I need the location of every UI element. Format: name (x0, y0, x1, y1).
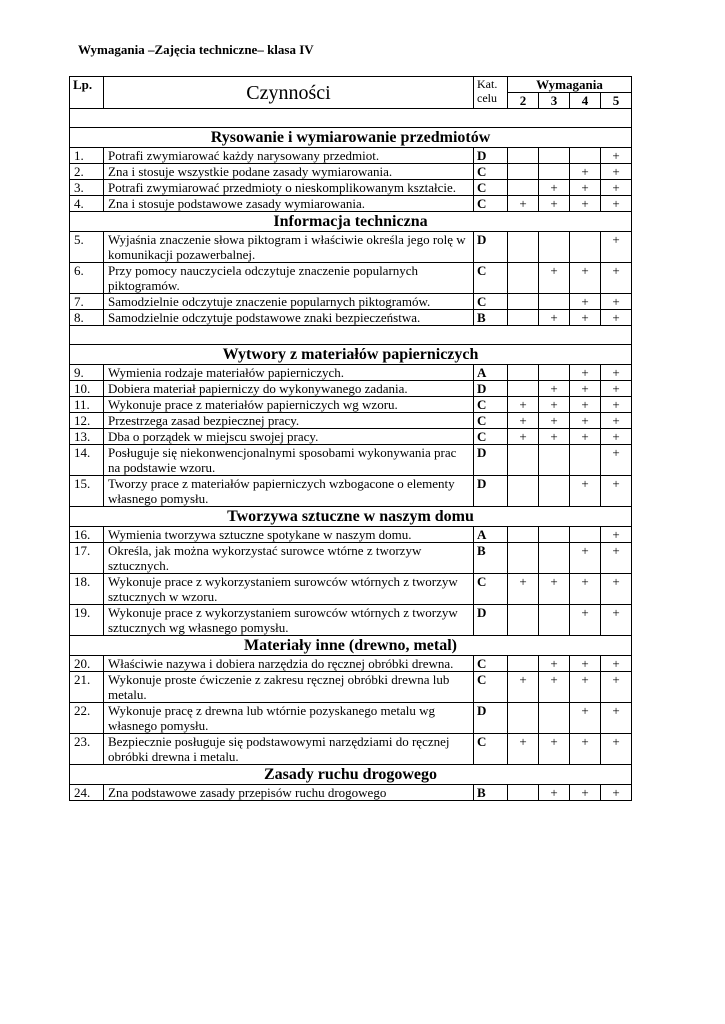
section-row (70, 212, 632, 232)
row-number: 16. (70, 527, 104, 543)
row-requirement-mark: + (570, 605, 601, 636)
section-row (70, 128, 632, 148)
row-requirement-mark: + (570, 397, 601, 413)
row-activity: Wymienia tworzywa sztuczne spotykane w naszym domu. (104, 527, 474, 543)
row-category: D (474, 703, 508, 734)
row-requirement-mark (539, 365, 570, 381)
row-requirement-mark: + (601, 180, 632, 196)
section-row (70, 507, 632, 527)
row-number: 2. (70, 164, 104, 180)
row-requirement-mark (508, 703, 539, 734)
row-requirement-mark: + (601, 164, 632, 180)
row-requirement-mark: + (601, 263, 632, 294)
row-category: C (474, 656, 508, 672)
table-row (70, 381, 632, 397)
row-category: C (474, 413, 508, 429)
row-requirement-mark (508, 365, 539, 381)
row-activity: Potrafi zwymiarować przedmioty o nieskomplikowanym kształcie. (104, 180, 474, 196)
row-requirement-mark: + (601, 413, 632, 429)
row-requirement-mark: + (539, 196, 570, 212)
row-requirement-mark: + (539, 734, 570, 765)
row-requirement-mark: + (570, 429, 601, 445)
row-requirement-mark: + (601, 294, 632, 310)
row-category: B (474, 310, 508, 326)
row-requirement-mark: + (601, 476, 632, 507)
row-activity: Samodzielnie odczytuje znaczenie popularnych piktogramów. (104, 294, 474, 310)
row-requirement-mark (570, 232, 601, 263)
table-row (70, 310, 632, 326)
row-requirement-mark: + (601, 148, 632, 164)
section-row (70, 765, 632, 785)
row-requirement-mark (508, 294, 539, 310)
row-category: C (474, 429, 508, 445)
row-requirement-mark: + (601, 397, 632, 413)
table-row (70, 543, 632, 574)
row-activity: Wykonuje pracę z drewna lub wtórnie pozyskanego metalu wg własnego pomysłu. (104, 703, 474, 734)
row-category: C (474, 734, 508, 765)
row-activity: Wykonuje prace z wykorzystaniem surowców wtórnych z tworzyw sztucznych w wzoru. (104, 574, 474, 605)
row-requirement-mark: + (601, 543, 632, 574)
row-activity: Przestrzega zasad bezpiecznej pracy. (104, 413, 474, 429)
row-activity: Tworzy prace z materiałów papierniczych wzbogacone o elementy własnego pomysłu. (104, 476, 474, 507)
section-title: Wytwory z materiałów papierniczych (70, 345, 632, 365)
row-requirement-mark (508, 476, 539, 507)
row-number: 10. (70, 381, 104, 397)
row-category: A (474, 365, 508, 381)
row-category: C (474, 180, 508, 196)
row-category: C (474, 672, 508, 703)
row-requirement-mark: + (508, 397, 539, 413)
table-row (70, 734, 632, 765)
row-activity: Wymienia rodzaje materiałów papierniczych. (104, 365, 474, 381)
section-title: Informacja techniczna (70, 212, 632, 232)
row-requirement-mark (539, 703, 570, 734)
table-row (70, 232, 632, 263)
row-category: C (474, 294, 508, 310)
row-requirement-mark (508, 445, 539, 476)
row-number: 9. (70, 365, 104, 381)
row-number: 6. (70, 263, 104, 294)
table-row (70, 476, 632, 507)
header-wymagania: Wymagania (508, 77, 632, 93)
row-category: D (474, 232, 508, 263)
row-requirement-mark: + (601, 310, 632, 326)
table-row (70, 263, 632, 294)
row-number: 21. (70, 672, 104, 703)
row-requirement-mark: + (570, 476, 601, 507)
row-requirement-mark: + (539, 429, 570, 445)
row-category: D (474, 381, 508, 397)
row-requirement-mark: + (508, 574, 539, 605)
row-category: D (474, 605, 508, 636)
row-requirement-mark (508, 310, 539, 326)
row-requirement-mark: + (508, 672, 539, 703)
row-requirement-mark (508, 381, 539, 397)
table-row (70, 672, 632, 703)
row-requirement-mark (508, 180, 539, 196)
row-number: 8. (70, 310, 104, 326)
row-number: 5. (70, 232, 104, 263)
section-title: Zasady ruchu drogowego (70, 765, 632, 785)
row-requirement-mark: + (539, 310, 570, 326)
row-activity: Wyjaśnia znaczenie słowa piktogram i właściwie określa jego rolę w komunikacji pozawerbalnej. (104, 232, 474, 263)
row-category: C (474, 263, 508, 294)
row-category: C (474, 574, 508, 605)
row-requirement-mark: + (508, 734, 539, 765)
row-activity: Bezpiecznie posługuje się podstawowymi narzędziami do ręcznej obróbki drewna i metalu. (104, 734, 474, 765)
row-category: D (474, 476, 508, 507)
row-requirement-mark: + (570, 180, 601, 196)
row-category: D (474, 445, 508, 476)
table-row (70, 196, 632, 212)
row-number: 24. (70, 785, 104, 801)
row-requirement-mark: + (601, 785, 632, 801)
row-requirement-mark (539, 605, 570, 636)
row-requirement-mark: + (539, 413, 570, 429)
table-row (70, 527, 632, 543)
row-requirement-mark: + (570, 310, 601, 326)
table-row (70, 148, 632, 164)
row-requirement-mark: + (601, 365, 632, 381)
row-category: B (474, 543, 508, 574)
row-requirement-mark: + (601, 734, 632, 765)
row-requirement-mark (539, 476, 570, 507)
row-number: 17. (70, 543, 104, 574)
header-level: 2 (508, 93, 539, 109)
row-activity: Wykonuje proste ćwiczenie z zakresu ręcznej obróbki drewna lub metalu. (104, 672, 474, 703)
header-czynnosci: Czynności (104, 77, 474, 109)
table-row (70, 397, 632, 413)
row-requirement-mark: + (539, 397, 570, 413)
row-requirement-mark: + (601, 574, 632, 605)
header-kat-line1: Kat. (477, 77, 498, 91)
row-requirement-mark: + (601, 605, 632, 636)
row-requirement-mark: + (570, 263, 601, 294)
header-level: 4 (570, 93, 601, 109)
row-number: 20. (70, 656, 104, 672)
row-requirement-mark: + (570, 413, 601, 429)
row-activity: Przy pomocy nauczyciela odczytuje znaczenie popularnych piktogramów. (104, 263, 474, 294)
row-number: 12. (70, 413, 104, 429)
row-activity: Samodzielnie odczytuje podstawowe znaki bezpieczeństwa. (104, 310, 474, 326)
row-requirement-mark: + (508, 196, 539, 212)
table-row (70, 164, 632, 180)
section-row (70, 345, 632, 365)
row-requirement-mark: + (508, 429, 539, 445)
row-number: 19. (70, 605, 104, 636)
row-requirement-mark: + (570, 785, 601, 801)
table-row (70, 605, 632, 636)
row-requirement-mark: + (570, 381, 601, 397)
row-requirement-mark (508, 263, 539, 294)
row-requirement-mark: + (539, 263, 570, 294)
row-requirement-mark (539, 148, 570, 164)
section-title: Materiały inne (drewno, metal) (70, 636, 632, 656)
row-number: 14. (70, 445, 104, 476)
row-requirement-mark: + (539, 574, 570, 605)
row-requirement-mark (508, 785, 539, 801)
row-requirement-mark (508, 527, 539, 543)
row-requirement-mark: + (601, 656, 632, 672)
header-kat (474, 77, 508, 109)
row-requirement-mark: + (570, 672, 601, 703)
row-requirement-mark: + (570, 734, 601, 765)
table-row (70, 785, 632, 801)
row-number: 15. (70, 476, 104, 507)
row-requirement-mark: + (601, 703, 632, 734)
row-activity: Dba o porządek w miejscu swojej pracy. (104, 429, 474, 445)
row-requirement-mark (570, 148, 601, 164)
header-kat-line2: celu (477, 91, 497, 105)
spacer-cell (70, 109, 632, 128)
row-category: C (474, 196, 508, 212)
row-requirement-mark (539, 527, 570, 543)
row-requirement-mark: + (570, 656, 601, 672)
row-requirement-mark (508, 148, 539, 164)
row-requirement-mark: + (601, 429, 632, 445)
requirements-table (69, 76, 632, 801)
row-number: 11. (70, 397, 104, 413)
row-number: 13. (70, 429, 104, 445)
row-requirement-mark: + (539, 785, 570, 801)
row-number: 3. (70, 180, 104, 196)
header-lp: Lp. (70, 77, 104, 109)
row-requirement-mark: + (570, 164, 601, 180)
row-requirement-mark: + (570, 294, 601, 310)
row-number: 18. (70, 574, 104, 605)
table-row (70, 429, 632, 445)
table-row (70, 656, 632, 672)
row-requirement-mark: + (601, 381, 632, 397)
row-activity: Zna podstawowe zasady przepisów ruchu drogowego (104, 785, 474, 801)
row-requirement-mark (508, 164, 539, 180)
row-requirement-mark: + (570, 703, 601, 734)
section-row (70, 636, 632, 656)
row-requirement-mark: + (570, 574, 601, 605)
row-activity: Wykonuje prace z wykorzystaniem surowców wtórnych z tworzyw sztucznych wg własnego pomysłu. (104, 605, 474, 636)
row-requirement-mark (539, 445, 570, 476)
table-row (70, 294, 632, 310)
row-requirement-mark (539, 164, 570, 180)
row-requirement-mark: + (601, 196, 632, 212)
row-requirement-mark: + (601, 672, 632, 703)
row-number: 22. (70, 703, 104, 734)
spacer-row (70, 326, 632, 345)
row-requirement-mark (539, 232, 570, 263)
row-requirement-mark (539, 543, 570, 574)
header-level: 5 (601, 93, 632, 109)
row-requirement-mark (508, 656, 539, 672)
row-activity: Wykonuje prace z materiałów papierniczych wg wzoru. (104, 397, 474, 413)
row-activity: Zna i stosuje podstawowe zasady wymiarowania. (104, 196, 474, 212)
section-title: Rysowanie i wymiarowanie przedmiotów (70, 128, 632, 148)
table-row (70, 445, 632, 476)
row-requirement-mark: + (570, 196, 601, 212)
row-number: 7. (70, 294, 104, 310)
header-level: 3 (539, 93, 570, 109)
table-body (70, 109, 632, 801)
document-title: Wymagania –Zajęcia techniczne– klasa IV (78, 42, 314, 57)
table-row (70, 365, 632, 381)
row-requirement-mark (539, 294, 570, 310)
row-activity: Właściwie nazywa i dobiera narzędzia do ręcznej obróbki drewna. (104, 656, 474, 672)
row-requirement-mark: + (539, 656, 570, 672)
row-category: C (474, 397, 508, 413)
row-activity: Zna i stosuje wszystkie podane zasady wymiarowania. (104, 164, 474, 180)
row-number: 4. (70, 196, 104, 212)
row-requirement-mark: + (601, 232, 632, 263)
row-number: 23. (70, 734, 104, 765)
row-requirement-mark (508, 605, 539, 636)
row-activity: Dobiera materiał papierniczy do wykonywanego zadania. (104, 381, 474, 397)
row-category: C (474, 164, 508, 180)
row-requirement-mark (508, 232, 539, 263)
row-requirement-mark: + (601, 445, 632, 476)
row-requirement-mark (508, 543, 539, 574)
row-activity: Potrafi zwymiarować każdy narysowany przedmiot. (104, 148, 474, 164)
row-category: D (474, 148, 508, 164)
row-activity: Posługuje się niekonwencjonalnymi sposobami wykonywania prac na podstawie wzoru. (104, 445, 474, 476)
row-requirement-mark (570, 445, 601, 476)
row-category: A (474, 527, 508, 543)
table-row (70, 703, 632, 734)
row-requirement-mark: + (539, 180, 570, 196)
row-requirement-mark: + (508, 413, 539, 429)
row-requirement-mark: + (601, 527, 632, 543)
section-title: Tworzywa sztuczne w naszym domu (70, 507, 632, 527)
spacer-row (70, 109, 632, 128)
row-requirement-mark (570, 527, 601, 543)
row-requirement-mark: + (539, 672, 570, 703)
row-requirement-mark: + (539, 381, 570, 397)
row-category: B (474, 785, 508, 801)
row-activity: Określa, jak można wykorzystać surowce wtórne z tworzyw sztucznych. (104, 543, 474, 574)
table-row (70, 180, 632, 196)
table-row (70, 413, 632, 429)
spacer-cell (70, 326, 632, 345)
row-requirement-mark: + (570, 543, 601, 574)
table-row (70, 574, 632, 605)
row-number: 1. (70, 148, 104, 164)
row-requirement-mark: + (570, 365, 601, 381)
